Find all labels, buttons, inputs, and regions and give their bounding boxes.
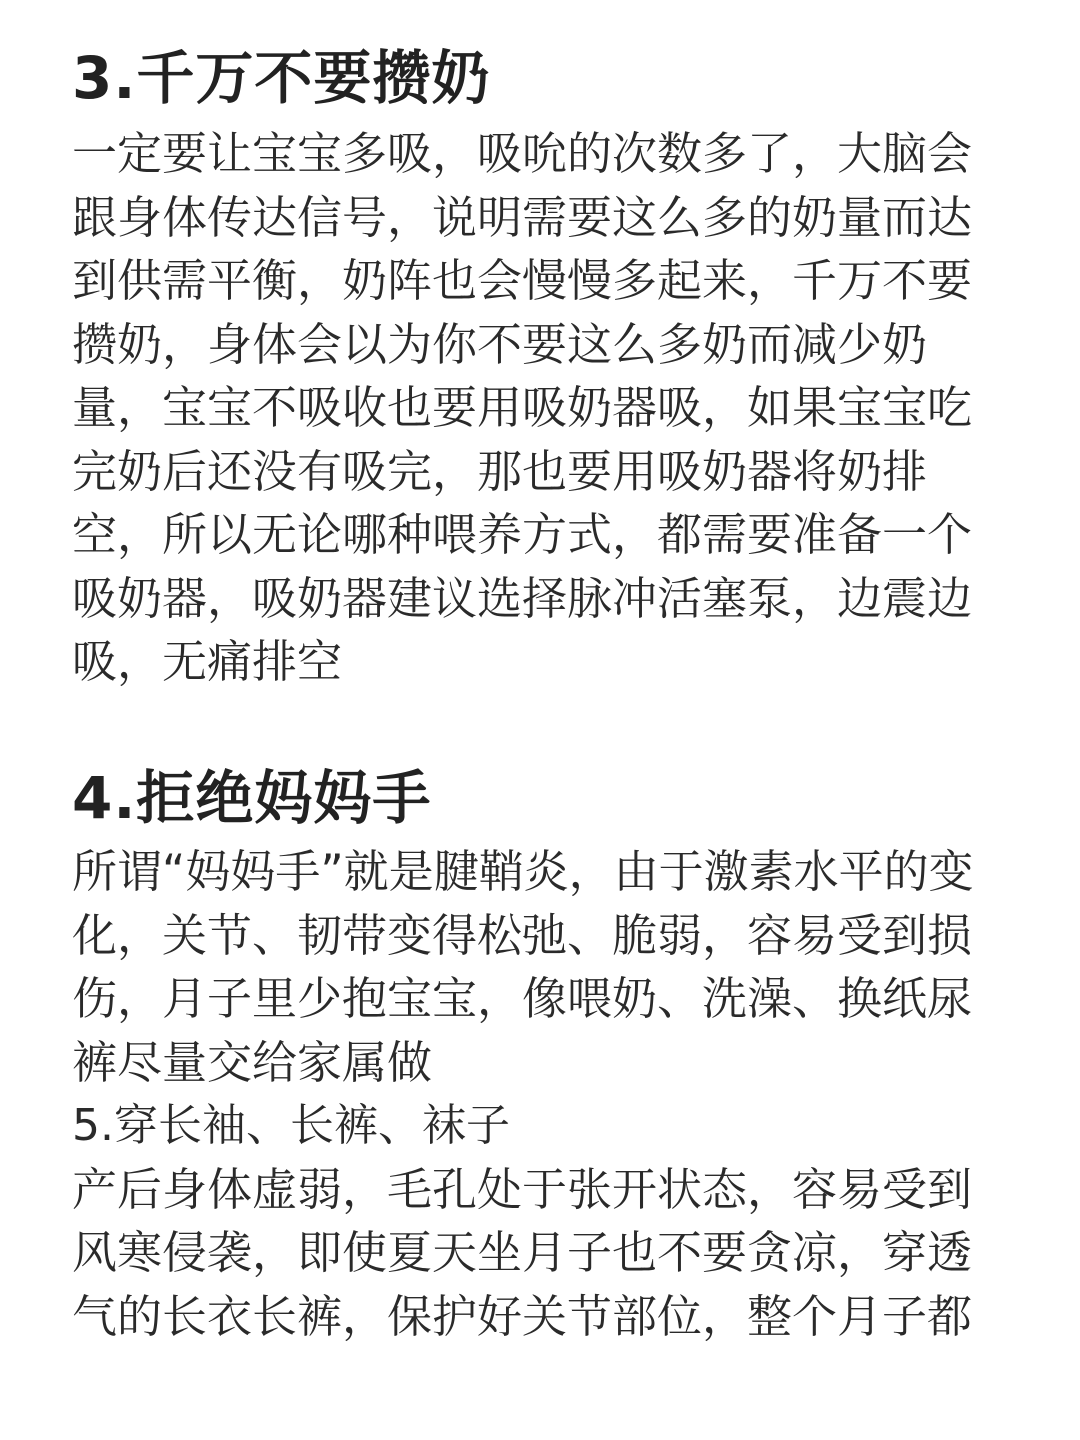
section-3-line: 吸，无痛排空 (72, 635, 343, 688)
section-5-heading: 5.穿长袖、长裤、袜子 (72, 1100, 510, 1151)
section-5-line: 产后身体虚弱，毛孔处于张开状态，容易受到 (72, 1162, 973, 1216)
section-4-heading: 4.拒绝妈妈手 (72, 764, 432, 832)
section-3-body (72, 122, 972, 694)
section-4-line: 所谓“妈妈手”就是腱鞘炎，由于激素水平的变 (72, 845, 974, 898)
section-3-heading: 3.千万不要攒奶 (72, 44, 491, 112)
section-5-line: 气的长衣长裤，保护好关节部位，整个月子都 (72, 1289, 973, 1343)
section-3-line: 空，所以无论哪种喂养方式，都需要准备一个 (72, 508, 973, 561)
section-3-line: 跟身体传达信号，说明需要这么多的奶量而达 (72, 190, 973, 244)
section-3-line: 完奶后还没有吸完，那也要用吸奶器将奶排 (72, 444, 928, 498)
section-4-line: 裤尽量交给家属做 (72, 1035, 433, 1089)
section-5-line: 风寒侵袭，即使夏天坐月子也不要贪凉，穿透 (72, 1226, 973, 1279)
section-3-line: 吸奶器，吸奶器建议选择脉冲活塞泵，边震边 (72, 571, 973, 625)
section-4-body (72, 840, 974, 1348)
section-4-line: 化，关节、韧带变得松弛、脆弱，容易受到损 (72, 908, 973, 962)
section-4-line: 伤，月子里少抱宝宝，像喂奶、洗澡、换纸尿 (72, 972, 973, 1025)
section-3-line: 一定要让宝宝多吸，吸吮的次数多了，大脑会 (72, 127, 973, 180)
section-3-line: 量，宝宝不吸收也要用吸奶器吸，如果宝宝吃 (72, 381, 973, 434)
section-3-line: 到供需平衡，奶阵也会慢慢多起来，千万不要 (72, 254, 973, 307)
section-3-line: 攒奶，身体会以为你不要这么多奶而减少奶 (72, 317, 928, 371)
